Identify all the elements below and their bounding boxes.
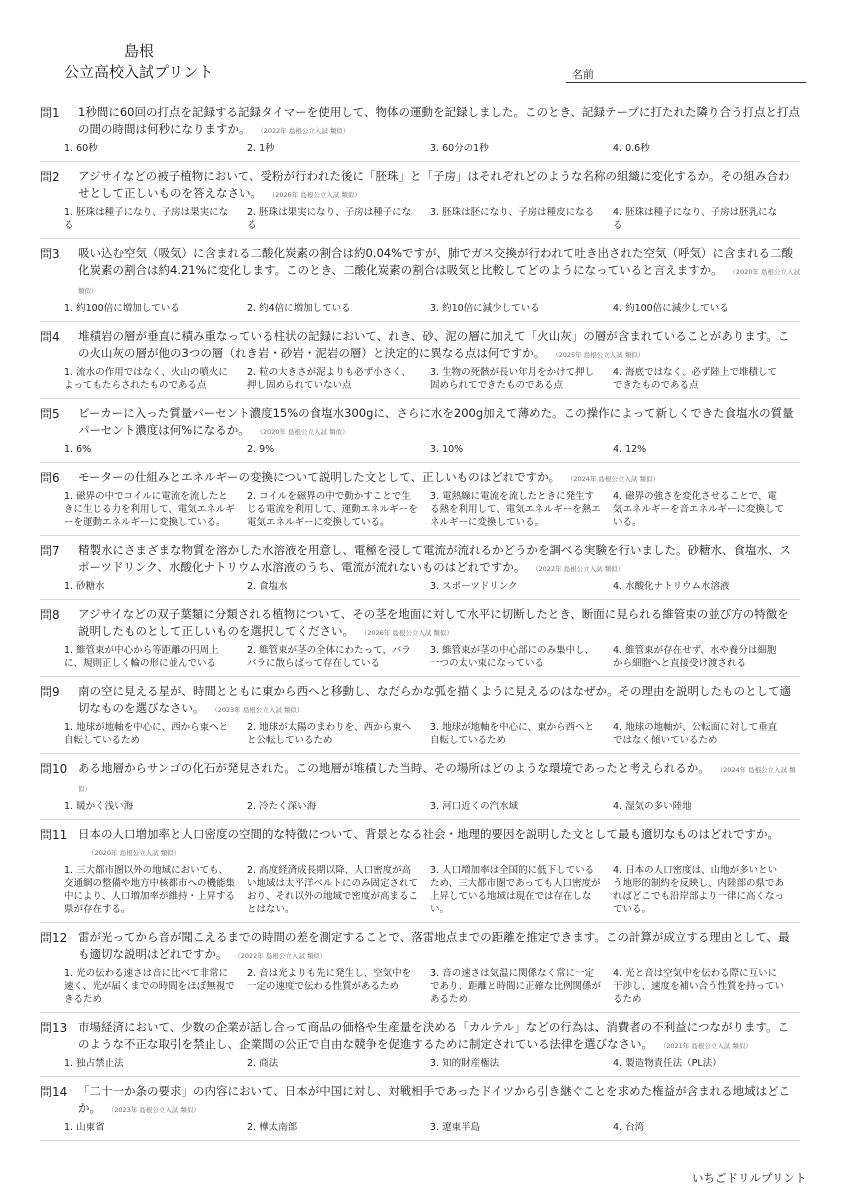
question-header bbox=[40, 760, 800, 798]
answer-choice: 2. 地球が太陽のまわりを、西から東へと公転しているため bbox=[247, 722, 412, 746]
answer-choice: 3. 音の速さは気温に関係なく常に一定であり、距離と時間に正確な比例関係があるため bbox=[430, 968, 602, 1005]
question-header bbox=[40, 1083, 800, 1119]
question-number: 問6 bbox=[40, 471, 60, 485]
answer-choice: 1. 6% bbox=[64, 444, 92, 455]
question-number: 問8 bbox=[40, 608, 60, 622]
answer-choice: 2. 粒の大きさが泥よりも必ず小さく、押し固められていない点 bbox=[247, 367, 411, 391]
answer-choice: 3. 知的財産権法 bbox=[430, 1058, 500, 1069]
answer-choice: 2. 維管束が茎の全体にわたって、バラバラに散らばって存在している bbox=[247, 645, 411, 669]
answer-choice: 4. 約100倍に減少している bbox=[613, 303, 729, 314]
answer-choice: 1. 流水の作用ではなく、火山の噴火によってもたらされたものである点 bbox=[64, 367, 228, 391]
question-header bbox=[40, 1019, 800, 1055]
answer-choice: 4. 維管束が存在せず、水や養分は細胞から細胞へと直接受け渡される bbox=[613, 645, 777, 669]
choice-row bbox=[40, 864, 800, 916]
question-header bbox=[40, 929, 800, 965]
answer-choice: 4. 水酸化ナトリウム水溶液 bbox=[613, 581, 730, 592]
question-text: 日本の人口増加率と人口密度の空間的な特徴について、背景となる社会・地理的要因を説明した文として最も適切なものはどれですか。 bbox=[78, 827, 780, 841]
question-block bbox=[40, 677, 800, 754]
question-number: 問1 bbox=[40, 106, 60, 120]
answer-choice: 3. 生物の死骸が長い年月をかけて押し固められてできたものである点 bbox=[430, 367, 595, 391]
question-body bbox=[78, 683, 800, 719]
answer-choice: 1. 維管束が中心から等距離の円周上に、規則正しく輪の形に並んでいる bbox=[64, 645, 219, 669]
answer-choice: 4. 湿気の多い陸地 bbox=[613, 801, 692, 812]
question-block bbox=[40, 754, 800, 820]
question-source: （2026年 島根公立入試 類似） bbox=[364, 629, 453, 637]
name-label: 名前 bbox=[572, 68, 594, 81]
question-header bbox=[40, 104, 800, 140]
question-header bbox=[40, 542, 800, 578]
answer-choice: 4. 台湾 bbox=[613, 1122, 645, 1133]
choice-row bbox=[40, 1121, 800, 1134]
answer-choice: 1. 胚珠は種子になり、子房は果実になる bbox=[64, 207, 229, 231]
question-source: （2020年 島根公立入試 類似） bbox=[78, 268, 801, 295]
question-text: 雷が光ってから音が聞こえるまでの時間の差を測定することで、落雷地点までの距離を推定できます。この計算が成立する理由として、最も適切な説明はどれですか。 bbox=[78, 930, 790, 961]
question-text: 南の空に見える星が、時間とともに東から西へと移動し、なだらかな弧を描くように見えるのはなぜか。その理由を説明したものとして適切なものを選びなさい。 bbox=[78, 684, 791, 715]
question-number: 問4 bbox=[40, 330, 60, 344]
question-block bbox=[40, 820, 800, 923]
choice-row bbox=[40, 366, 800, 392]
question-list bbox=[40, 98, 800, 1141]
question-source: （2026年 島根公立入試 類似） bbox=[272, 191, 361, 199]
answer-choice: 3. 電熱線に電流を流したときに発生する熱を利用して、電気エネルギーを熱エネルギーに変換している。 bbox=[430, 491, 601, 528]
answer-choice: 1. 光の伝わる速さは音に比べて非常に速く、光が届くまでの時間をほぼ無視できるため bbox=[64, 968, 235, 1005]
question-number: 問5 bbox=[40, 407, 60, 421]
question-block bbox=[40, 162, 800, 239]
choice-row bbox=[40, 1057, 800, 1070]
question-text: 「二十一か条の要求」の内容において、日本が中国に対し、対戦相手であったドイツから引き継ぐことを求めた権益が含まれる地域はどこか。 bbox=[78, 1084, 791, 1115]
question-text: 1秒間に60回の打点を記録する記録タイマーを使用して、物体の運動を記録しました。このとき、記録テープに打たれた隣り合う打点と打点の間の時間は何秒になりますか。 bbox=[78, 105, 800, 136]
choice-row bbox=[40, 490, 800, 529]
answer-choice: 2. 樺太南部 bbox=[247, 1122, 298, 1133]
question-block bbox=[40, 923, 800, 1013]
question-source: （2022年 島根公立入試 類似） bbox=[535, 565, 625, 573]
answer-choice: 3. 地球が地軸を中心に、東から西へと自転しているため bbox=[430, 722, 595, 746]
question-body bbox=[78, 929, 800, 965]
question-source: （2023年 島根公立入試 類似） bbox=[214, 706, 304, 714]
question-block bbox=[40, 1013, 800, 1077]
answer-choice: 3. 遼東半島 bbox=[430, 1122, 481, 1133]
question-block bbox=[40, 98, 800, 162]
question-number: 問12 bbox=[40, 931, 68, 945]
question-header bbox=[40, 683, 800, 719]
answer-choice: 4. 地球の地軸が、公転面に対して垂直ではなく傾いているため bbox=[613, 722, 778, 746]
answer-choice: 4. 製造物責任法（PL法） bbox=[613, 1058, 722, 1069]
question-source: （2020年 島根公立入試 類似） bbox=[259, 428, 349, 436]
question-block bbox=[40, 600, 800, 677]
question-block bbox=[40, 322, 800, 399]
answer-choice: 1. 約100倍に増加している bbox=[64, 303, 180, 314]
answer-choice: 3. 約10倍に減少している bbox=[430, 303, 540, 314]
question-body bbox=[78, 606, 800, 642]
question-body bbox=[78, 328, 800, 364]
answer-choice: 4. 0.6秒 bbox=[613, 143, 650, 154]
footer-brand: いちごドリルプリント bbox=[692, 1171, 807, 1185]
name-field-line bbox=[566, 82, 806, 83]
question-number: 問13 bbox=[40, 1021, 68, 1035]
choice-row bbox=[40, 206, 800, 232]
question-text: ビーカーに入った質量パーセント濃度15%の食塩水300gに、さらに水を200g加えて薄めた。この操作によって新しくできた食塩水の質量パーセント濃度は何%になるか。 bbox=[78, 406, 794, 437]
question-body bbox=[78, 826, 800, 862]
choice-row bbox=[40, 721, 800, 747]
answer-choice: 1. 山東省 bbox=[64, 1122, 105, 1133]
question-body bbox=[78, 1083, 800, 1119]
question-header bbox=[40, 405, 800, 441]
question-source: （2024年 島根公立入試 類似） bbox=[570, 475, 660, 483]
prefecture-label: 島根 bbox=[124, 42, 155, 60]
question-header bbox=[40, 469, 800, 488]
answer-choice: 1. 磁界の中でコイルに電流を流したときに生じる力を利用して、電気エネルギーを運動エネルギーに変換している。 bbox=[64, 491, 235, 528]
question-text: 精製水にさまざまな物質を溶かした水溶液を用意し、電極を浸して電流が流れるかどうかを調べる実験を行いました。砂糖水、食塩水、スポーツドリンク、水酸化ナトリウム水溶液のうち、電流が流れないものはどれですか。 bbox=[78, 543, 791, 574]
question-text: 堆積岩の層が垂直に積み重なっている柱状の記録において、れき、砂、泥の層に加えて「火山灰」の層が含まれていることがあります。この火山灰の層が他の3つの層（れき岩・砂岩・泥岩の層）と決定的に異なる点は何ですか。 bbox=[78, 329, 790, 360]
question-number: 問9 bbox=[40, 685, 60, 699]
choice-row bbox=[40, 800, 800, 813]
answer-choice: 4. 光と音は空気中を伝わる際に互いに干渉し、速度を補い合う性質を持っているため bbox=[613, 968, 785, 1005]
answer-choice: 4. 磁界の強さを変化させることで、電気エネルギーを音エネルギーに変換している。 bbox=[613, 491, 785, 528]
question-body bbox=[78, 542, 800, 578]
question-body bbox=[78, 104, 800, 140]
question-body bbox=[78, 469, 800, 488]
choice-row bbox=[40, 142, 800, 155]
answer-choice: 2. 冷たく深い海 bbox=[247, 801, 317, 812]
choice-row bbox=[40, 580, 800, 593]
answer-choice: 1. 三大都市圏以外の地域においても、交通網の整備や地方中核都市への機能集中により、人口増加率が維持・上昇する県が存在する。 bbox=[64, 865, 236, 915]
answer-choice: 3. スポーツドリンク bbox=[430, 581, 518, 592]
answer-choice: 2. 約4倍に増加している bbox=[247, 303, 351, 314]
answer-choice: 1. 独占禁止法 bbox=[64, 1058, 124, 1069]
answer-choice: 2. コイルを磁界の中で動かすことで生じる電流を利用して、運動エネルギーを電気エネルギーに変換している。 bbox=[247, 491, 418, 528]
question-body bbox=[78, 168, 800, 204]
question-text: 吸い込む空気（吸気）に含まれる二酸化炭素の割合は約0.04%ですが、肺でガス交換が行われて吐き出された空気（呼気）に含まれる二酸化炭素の割合は約4.21%に変化します。このとき、二酸化炭素の割合は吸気と比較してどのようになっていると言えますか。 bbox=[78, 246, 794, 277]
question-text: 市場経済において、少数の企業が話し合って商品の価格や生産量を決める「カルテル」などの行為は、消費者の不利益につながります。このような不正な取引を禁止し、企業間の公正で自由な競争を促進するために制定されている法律を選びなさい。 bbox=[78, 1020, 790, 1051]
choice-row bbox=[40, 302, 800, 315]
answer-choice: 2. 1秒 bbox=[247, 143, 275, 154]
question-body bbox=[78, 245, 800, 300]
question-body bbox=[78, 760, 800, 798]
question-text: ある地層からサンゴの化石が発見された。この地層が堆積した当時、その場所はどのような環境であったと考えられるか。 bbox=[78, 761, 710, 775]
answer-choice: 3. 人口増加率は全国的に低下しているため、三大都市圏であっても人口密度が上昇している地域は現在では存在しない。 bbox=[430, 865, 601, 915]
page-title: 公立高校入試プリント bbox=[64, 63, 214, 81]
question-source: （2025年 島根公立入試 類似） bbox=[555, 351, 645, 359]
choice-row bbox=[40, 644, 800, 670]
answer-choice: 3. 胚珠は胚になり、子房は種皮になる bbox=[430, 207, 595, 218]
question-block bbox=[40, 399, 800, 463]
question-number: 問2 bbox=[40, 170, 60, 184]
question-body bbox=[78, 1019, 800, 1055]
question-source: （2022年 島根公立入試 類似） bbox=[237, 952, 327, 960]
answer-choice: 1. 地球が地軸を中心に、西から東へと自転しているため bbox=[64, 722, 229, 746]
question-header bbox=[40, 328, 800, 364]
question-source: （2022年 島根公立入試 類似） bbox=[260, 127, 350, 135]
answer-choice: 2. 商法 bbox=[247, 1058, 279, 1069]
answer-choice: 2. 音は光よりも先に発生し、空気中を一定の速度で伝わる性質があるため bbox=[247, 968, 412, 992]
answer-choice: 4. 海底ではなく、必ず陸上で堆積してできたものである点 bbox=[613, 367, 777, 391]
question-number: 問7 bbox=[40, 544, 60, 558]
question-header bbox=[40, 168, 800, 204]
choice-row bbox=[40, 967, 800, 1006]
question-text: アジサイなどの被子植物において、受粉が行われた後に「胚珠」と「子房」はそれぞれどのような名称の組織に変化するか。その組み合わせとして正しいものを答えなさい。 bbox=[78, 169, 790, 200]
question-block bbox=[40, 536, 800, 600]
question-block bbox=[40, 463, 800, 536]
question-number: 問3 bbox=[40, 247, 60, 261]
question-source: （2024年 島根公立入試 類似） bbox=[78, 766, 796, 793]
answer-choice: 4. 日本の人口密度は、山地が多いという地形的制約を反映し、内陸部の県であればどこでも沿岸部より一律に高くなっている。 bbox=[613, 865, 785, 915]
answer-choice: 4. 胚珠は種子になり、子房は胚乳になる bbox=[613, 207, 778, 231]
question-source: （2021年 島根公立入試 類似） bbox=[663, 1042, 752, 1050]
answer-choice: 3. 河口近くの汽水域 bbox=[430, 801, 519, 812]
answer-choice: 2. 9% bbox=[247, 444, 275, 455]
answer-choice: 1. 60秒 bbox=[64, 143, 98, 154]
question-source: （2020年 島根公立入試 類似） bbox=[88, 849, 181, 857]
answer-choice: 1. 暖かく浅い海 bbox=[64, 801, 134, 812]
answer-choice: 2. 胚珠は果実になり、子房は種子になる bbox=[247, 207, 412, 231]
choice-row bbox=[40, 443, 800, 456]
question-number: 問14 bbox=[40, 1085, 68, 1099]
answer-choice: 1. 砂糖水 bbox=[64, 581, 105, 592]
answer-choice: 3. 維管束が茎の中心部にのみ集中し、一つの太い束になっている bbox=[430, 645, 595, 669]
answer-choice: 3. 60分の1秒 bbox=[430, 143, 489, 154]
answer-choice: 4. 12% bbox=[613, 444, 647, 455]
question-text: モーターの仕組みとエネルギーの変換について説明した文として、正しいものはどれですか。 bbox=[78, 470, 561, 484]
question-block bbox=[40, 239, 800, 322]
question-text: アジサイなどの双子葉類に分類される植物について、その茎を地面に対して水平に切断したとき、断面に見られる維管束の並び方の特徴を説明したものとして正しいものを選択してください。 bbox=[78, 607, 789, 638]
question-header bbox=[40, 606, 800, 642]
question-body bbox=[78, 405, 800, 441]
page-header bbox=[0, 0, 848, 100]
answer-choice: 3. 10% bbox=[430, 444, 464, 455]
question-block bbox=[40, 1077, 800, 1141]
answer-choice: 2. 高度経済成長期以降、人口密度が高い地域は太平洋ベルトにのみ固定されており、それ以外の地域で密度が高まることはない。 bbox=[247, 865, 419, 915]
question-header bbox=[40, 245, 800, 300]
question-header bbox=[40, 826, 800, 862]
question-number: 問11 bbox=[40, 828, 68, 842]
answer-choice: 2. 食塩水 bbox=[247, 581, 288, 592]
question-source: （2023年 島根公立入試 類似） bbox=[111, 1106, 200, 1114]
question-number: 問10 bbox=[40, 762, 68, 776]
